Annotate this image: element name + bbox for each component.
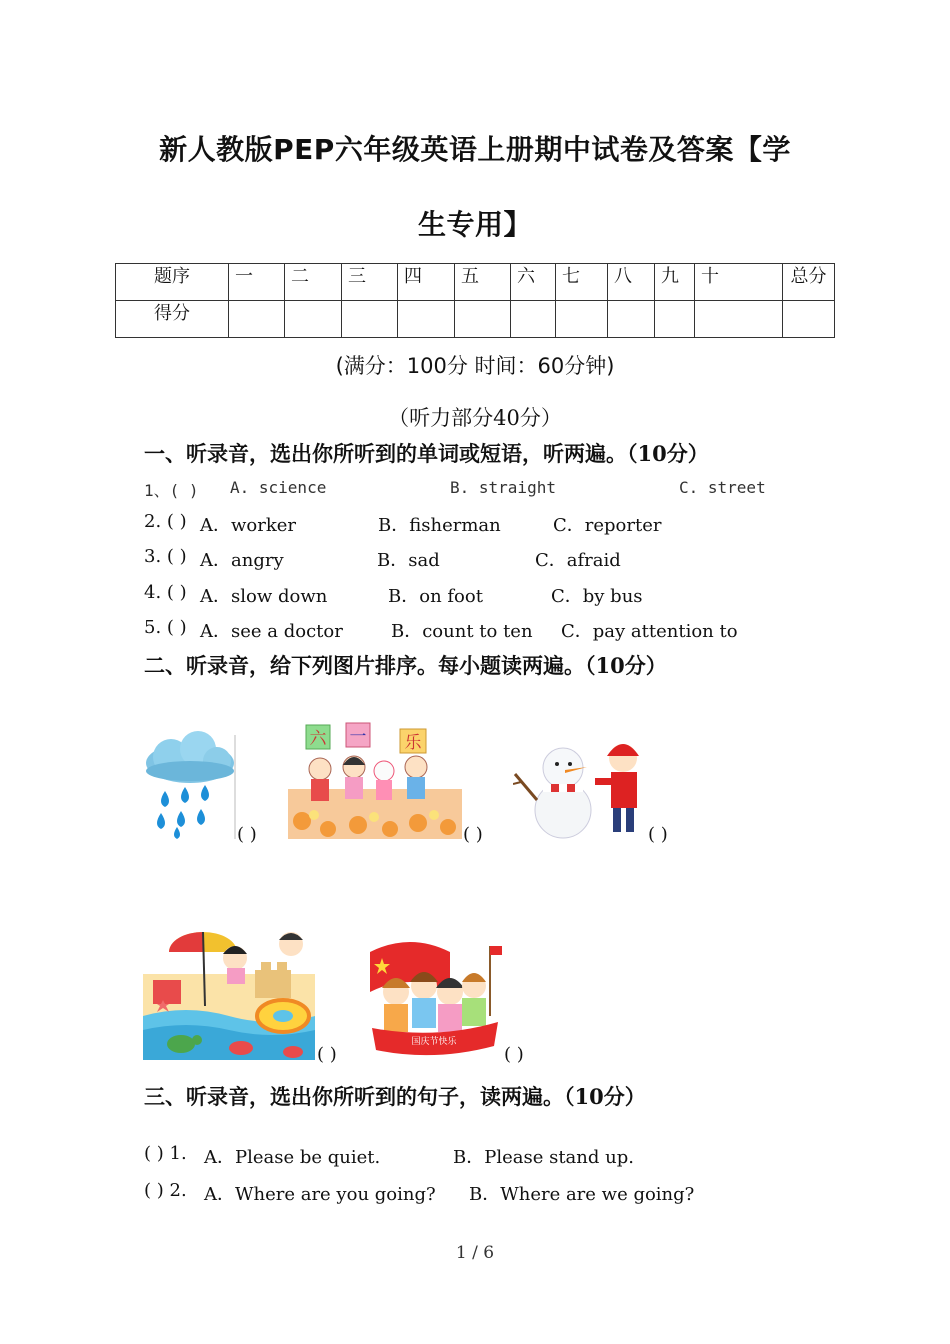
sign-char: 六: [309, 729, 327, 749]
column-header: 八: [608, 264, 655, 301]
option-c: C. street: [679, 478, 766, 497]
option-c: C．afraid: [535, 550, 621, 571]
column-header: 三: [342, 264, 398, 301]
question-number: 1、( ): [144, 481, 199, 500]
section3-heading: 三、听录音，选出你所听到的句子，读两遍。（10分）: [144, 1084, 646, 1109]
question-number: ( ) 2.: [144, 1180, 187, 1201]
score-table: [115, 263, 835, 338]
banner-text: 国庆节快乐: [411, 1037, 457, 1047]
answer-blank[interactable]: ( ): [504, 1044, 524, 1065]
score-cell: [398, 301, 455, 338]
option-b: B．Please stand up.: [453, 1147, 634, 1168]
option-b: B. straight: [450, 478, 556, 497]
option-b: B．fisherman: [378, 515, 501, 536]
option-a: A．see a doctor: [200, 621, 343, 642]
column-header: 二: [285, 264, 342, 301]
question-number: 4. ( ): [144, 582, 187, 603]
option-b: B．on foot: [388, 586, 483, 607]
column-header: 九: [655, 264, 695, 301]
score-cell: [556, 301, 608, 338]
score-cell: [655, 301, 695, 338]
score-cell: [342, 301, 398, 338]
question-number: 2. ( ): [144, 511, 187, 532]
score-cell: [695, 301, 783, 338]
header-label: 题序: [116, 264, 229, 301]
score-cell: [455, 301, 511, 338]
question-number: 5. ( ): [144, 617, 187, 638]
score-table-score-row: [116, 301, 835, 338]
page-number: 1 / 6: [455, 1243, 495, 1263]
question-number: ( ) 1.: [144, 1143, 187, 1164]
score-cell: [608, 301, 655, 338]
childrens-day-image: [288, 721, 462, 839]
column-header: 七: [556, 264, 608, 301]
option-b: B．Where are we going?: [469, 1184, 695, 1205]
column-header-total: 总分: [783, 264, 835, 301]
answer-blank[interactable]: ( ): [463, 824, 483, 845]
listening-part-label: （听力部分40分）: [388, 406, 562, 430]
question-number: 3. ( ): [144, 546, 187, 567]
score-label: 得分: [116, 301, 229, 338]
answer-blank[interactable]: ( ): [648, 824, 668, 845]
score-cell: [783, 301, 835, 338]
option-c: C．by bus: [551, 586, 643, 607]
option-c: C．reporter: [553, 515, 662, 536]
answer-blank[interactable]: ( ): [237, 824, 257, 845]
column-header: 六: [511, 264, 556, 301]
option-b: B．count to ten: [391, 621, 533, 642]
page-title-line1: 新人教版PEP六年级英语上册期中试卷及答案【学: [159, 133, 791, 166]
column-header: 十: [695, 264, 783, 301]
rain-cloud-image: [143, 731, 237, 841]
page-title-line2: 生专用】: [417, 208, 532, 241]
option-a: A．Please be quiet.: [204, 1147, 381, 1168]
section1-heading: 一、听录音，选出你所听到的单词或短语，听两遍。（10分）: [144, 441, 709, 466]
option-b: B．sad: [377, 550, 440, 571]
answer-blank[interactable]: ( ): [317, 1044, 337, 1065]
score-cell: [229, 301, 285, 338]
score-table-header-row: [116, 264, 835, 301]
column-header: 一: [229, 264, 285, 301]
score-cell: [285, 301, 342, 338]
beach-image: [143, 920, 315, 1060]
score-cell: [511, 301, 556, 338]
snowman-image: [513, 734, 647, 840]
sign-char: 一: [349, 727, 367, 747]
option-a: A．angry: [200, 550, 284, 571]
exam-info: (满分：100分 时间：60分钟): [335, 354, 615, 378]
option-a: A．slow down: [200, 586, 328, 607]
sign-char: 乐: [404, 733, 422, 753]
national-day-image: [366, 936, 504, 1058]
option-a: A. science: [230, 478, 327, 497]
option-c: C．pay attention to: [561, 621, 738, 642]
column-header: 四: [398, 264, 455, 301]
option-a: A．worker: [200, 515, 297, 536]
column-header: 五: [455, 264, 511, 301]
option-a: A．Where are you going?: [204, 1184, 436, 1205]
section2-heading: 二、听录音，给下列图片排序。每小题读两遍。（10分）: [144, 653, 667, 678]
